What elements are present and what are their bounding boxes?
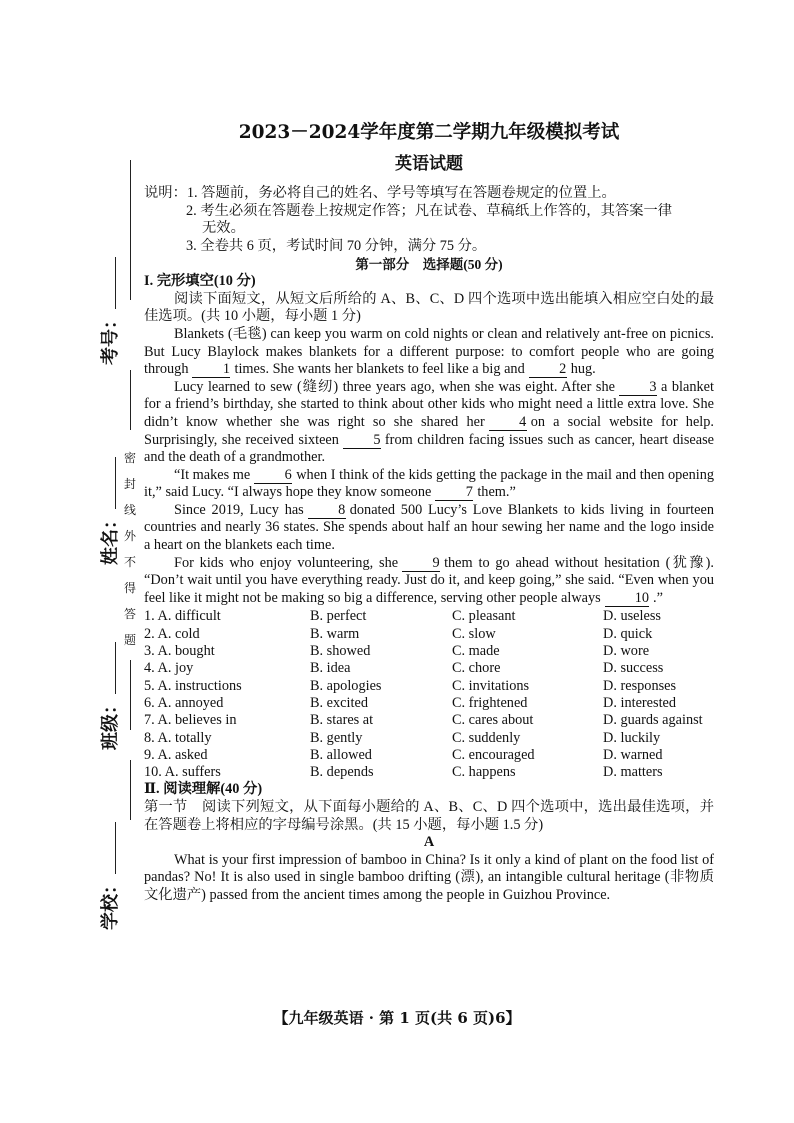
- seal-char: 密: [123, 451, 136, 465]
- cloze-direction: 阅读下面短文，从短文后所给的 A、B、C、D 四个选项中选出能填入相应空白处的最佳选项。(共 10 小题，每小题 1 分): [144, 290, 714, 325]
- option-c: C. made: [452, 643, 500, 660]
- passage-paragraph: [144, 502, 714, 555]
- option-a: 9. A. asked: [144, 746, 208, 763]
- option-d: D. quick: [603, 625, 653, 642]
- option-row: [144, 643, 714, 660]
- option-c: C. happens: [452, 764, 516, 781]
- seal-char: 线: [123, 503, 136, 517]
- passage-paragraph: [144, 555, 714, 608]
- text-run: on a social website for help. Surprisingly, she received sixteen: [144, 413, 714, 448]
- option-d: D. interested: [603, 694, 677, 711]
- option-d: D. guards against: [603, 712, 703, 729]
- text-run: donated 500 Lucy’s Love Blankets to kids living in fourteen countries and nearly 36 states. She spends about half an hour sewing her name and the logo inside a heart on the blankets each time.: [144, 501, 714, 554]
- exam-number-blank: [115, 257, 116, 309]
- option-a: 6. A. annoyed: [144, 694, 224, 711]
- option-d: D. warned: [603, 746, 663, 763]
- option-row: [144, 608, 714, 625]
- name-blank: [115, 457, 116, 509]
- option-row: [144, 712, 714, 729]
- option-b: B. apologies: [310, 677, 382, 694]
- option-c: C. encouraged: [452, 746, 535, 763]
- blank-4: 4: [489, 415, 527, 431]
- passage-paragraph: [144, 379, 714, 467]
- option-d: D. wore: [603, 643, 650, 660]
- option-row: [144, 678, 714, 695]
- blank-6: 6: [254, 468, 292, 484]
- option-row: [144, 764, 714, 781]
- blank-7: 7: [435, 485, 473, 501]
- part-one-heading: 第一部分 选择题(50 分): [355, 256, 503, 272]
- option-c: C. pleasant: [452, 608, 516, 625]
- option-d: D. useless: [603, 608, 661, 625]
- seal-char: 不: [123, 555, 136, 569]
- name-label: 姓名：: [100, 511, 120, 565]
- options-table: [144, 608, 714, 781]
- option-row: [144, 626, 714, 643]
- instruction-line: 说明：1. 答题前，务必将自己的姓名、学号等填写在答题卷规定的位置上。: [144, 185, 616, 202]
- blank-9: 9: [402, 556, 440, 572]
- option-b: B. warm: [310, 625, 360, 642]
- text-run: “It makes me: [174, 466, 251, 483]
- option-a: 3. A. bought: [144, 643, 215, 660]
- exam-title: 2023－2024学年度第二学期九年级模拟考试: [238, 122, 620, 143]
- text-run: hug.: [570, 361, 596, 378]
- option-d: D. luckily: [603, 729, 661, 746]
- option-a: 5. A. instructions: [144, 677, 242, 694]
- seal-char: 得: [123, 581, 136, 595]
- reading-direction: 第一节 阅读下列短文，从下面每小题给的 A、B、C、D 四个选项中，选出最佳选项，并在答题卷上将相应的字母编号涂黑。(共 15 小题，每小题 1.5 分): [144, 799, 714, 833]
- instruction-line: 3. 全卷共 6 页，考试时间 70 分钟，满分 75 分。: [186, 237, 487, 254]
- option-b: B. showed: [310, 643, 371, 660]
- blank-1: 1: [192, 362, 230, 378]
- instruction-line: 无效。: [202, 220, 245, 237]
- option-d: D. matters: [603, 764, 663, 781]
- option-row: [144, 695, 714, 712]
- option-b: B. idea: [310, 660, 351, 677]
- exam-number-field: [96, 257, 122, 365]
- blank-10: 10: [605, 591, 649, 607]
- option-row: [144, 747, 714, 764]
- text-run: when I think of the kids getting the package in the mail and then opening it,” said Lucy. “I always hope they know someone: [144, 466, 714, 501]
- seal-char: 题: [123, 633, 136, 647]
- passage-paragraph: [144, 326, 714, 379]
- binding-line: [130, 660, 131, 730]
- school-label: 学校：: [100, 876, 120, 930]
- option-a: 7. A. believes in: [144, 712, 237, 729]
- text-run: from children facing issues such as cancer, heart disease and the death of a grandmother.: [144, 431, 714, 466]
- school-blank: [115, 822, 116, 874]
- name-field: [96, 457, 122, 565]
- seal-char: 答: [123, 607, 136, 621]
- class-field: [96, 642, 122, 750]
- option-row: [144, 730, 714, 747]
- instructions: [144, 185, 714, 255]
- binding-line: [130, 160, 131, 300]
- binding-line: [130, 370, 131, 430]
- instruction-line: 2. 考生必须在答题卷上按规定作答；凡在试卷、草稿纸上作答的，其答案一律: [186, 202, 673, 219]
- option-c: C. frightened: [452, 694, 528, 711]
- text-run: a blanket for a friend’s birthday, she started to think about other kids who might need a little extra love. She didn’t know whether she was right so she shared her: [144, 378, 714, 430]
- text-run: For kids who enjoy volunteering, she: [174, 554, 399, 571]
- option-b: B. stares at: [310, 712, 374, 729]
- option-c: C. suddenly: [452, 729, 521, 746]
- text-run: them.”: [477, 484, 516, 501]
- option-b: B. depends: [310, 764, 374, 781]
- option-b: B. gently: [310, 729, 363, 746]
- option-a: 1. A. difficult: [144, 608, 221, 625]
- page-footer: 【九年级英语 · 第 1 页(共 6 页)6】: [273, 1009, 521, 1027]
- option-a: 8. A. totally: [144, 729, 212, 746]
- option-c: C. cares about: [452, 712, 534, 729]
- option-a: 4. A. joy: [144, 660, 194, 677]
- option-c: C. chore: [452, 660, 501, 677]
- blank-2: 2: [529, 362, 567, 378]
- cloze-heading: I. 完形填空(10 分): [144, 273, 256, 290]
- class-blank: [115, 642, 116, 694]
- binding-line: [130, 760, 131, 820]
- school-field: [96, 822, 122, 930]
- option-c: C. invitations: [452, 677, 530, 694]
- option-d: D. success: [603, 660, 664, 677]
- text-run: them to go ahead without hesitation (犹豫). “Don’t wait until you have everything ready. Just do it, and keep going,” she said. “Even when you feel like it might not be making so big a difference, serving other people always: [144, 554, 715, 606]
- option-d: D. responses: [603, 677, 677, 694]
- option-a: 2. A. cold: [144, 625, 200, 642]
- blank-8: 8: [308, 503, 346, 519]
- option-b: B. allowed: [310, 746, 372, 763]
- passage-label: A: [423, 834, 435, 851]
- option-b: B. perfect: [310, 608, 367, 625]
- option-b: B. excited: [310, 694, 368, 711]
- class-label: 班级：: [100, 696, 120, 750]
- option-c: C. slow: [452, 625, 496, 642]
- text-run: times. She wants her blankets to feel like a big and: [234, 361, 525, 378]
- text-run: Lucy learned to sew (缝纫) three years ago, when she was eight. After she: [174, 378, 615, 395]
- exam-number-label: 考号：: [100, 311, 120, 365]
- seal-line-notice: [123, 445, 137, 653]
- blank-5: 5: [343, 433, 381, 449]
- main-content: [144, 124, 714, 905]
- binding-margin: [90, 160, 150, 960]
- text-run: Blankets (毛毯) can keep you warm on cold nights or clean and relatively ant-free on picnics. But Lucy Blaylock makes blankets for a different purpose: to comfort people who are going through: [144, 325, 714, 378]
- reading-passage: What is your first impression of bamboo in China? Is it only a kind of plant on the food list of pandas? No! It is also used in single bamboo drifting (漂), an intangible cultural heritage (非物质文化遗产) passed from the ancient times among the people in Guizhou Province.: [144, 851, 714, 903]
- option-row: [144, 660, 714, 677]
- option-a: 10. A. suffers: [144, 764, 221, 781]
- reading-heading: Ⅱ. 阅读理解(40 分): [144, 781, 263, 798]
- exam-subtitle: 英语试题: [395, 153, 463, 174]
- seal-char: 封: [123, 477, 136, 491]
- text-run: Since 2019, Lucy has: [174, 501, 304, 518]
- passage-paragraph: [144, 467, 714, 502]
- seal-char: 外: [123, 529, 136, 543]
- text-run: .”: [653, 589, 663, 606]
- blank-3: 3: [619, 380, 657, 396]
